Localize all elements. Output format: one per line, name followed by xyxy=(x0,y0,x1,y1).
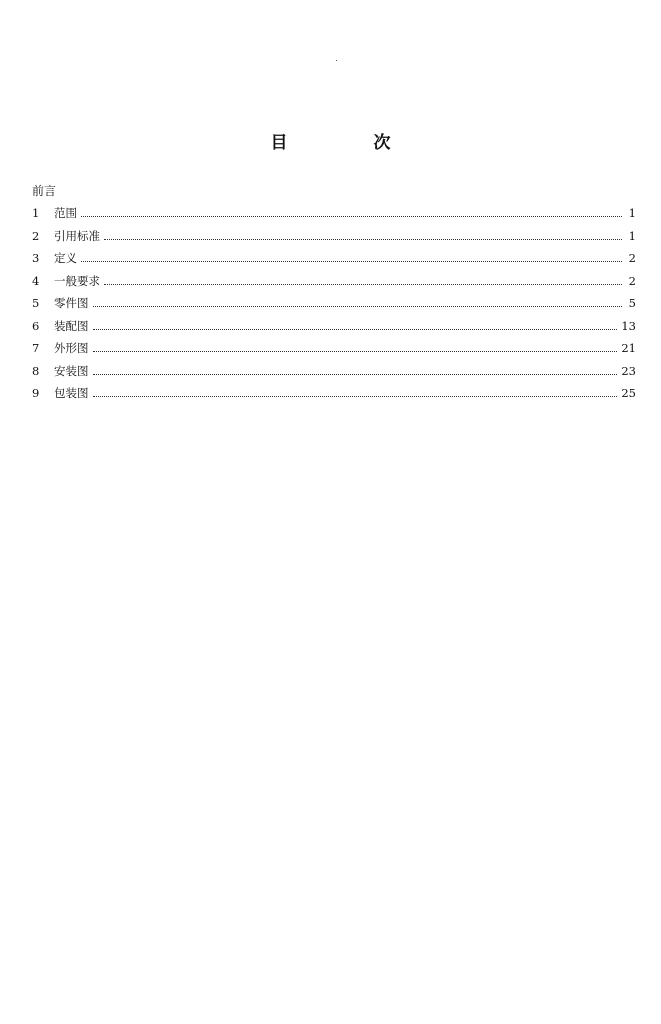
entry-number: 3 xyxy=(32,251,40,265)
toc-entry[interactable] xyxy=(32,337,636,360)
entry-page: 1 xyxy=(628,206,636,220)
dot-leader xyxy=(104,238,622,240)
toc-entry[interactable] xyxy=(32,360,636,383)
entry-page: 23 xyxy=(621,363,636,378)
entry-number: 8 xyxy=(32,363,40,378)
toc-entry[interactable] xyxy=(32,315,636,338)
entry-label: 范围 xyxy=(54,206,77,220)
toc-entry[interactable] xyxy=(32,292,636,315)
toc-entry[interactable] xyxy=(32,270,636,293)
entry-page: 13 xyxy=(621,318,636,333)
entry-page: 5 xyxy=(628,296,636,310)
dot-leader xyxy=(93,328,618,330)
entry-label: 引用标准 xyxy=(54,228,100,243)
entry-label: 包装图 xyxy=(54,386,89,400)
dot-leader xyxy=(81,260,622,262)
scan-speck xyxy=(336,60,337,61)
toc-entry[interactable] xyxy=(32,225,636,248)
entry-label: 一般要求 xyxy=(54,273,100,288)
toc-entry[interactable] xyxy=(32,382,636,405)
entry-label: 零件图 xyxy=(54,296,89,310)
toc-entry[interactable] xyxy=(32,202,636,225)
entry-label: 定义 xyxy=(54,251,77,265)
entry-label: 安装图 xyxy=(54,363,89,378)
entry-page: 2 xyxy=(628,251,636,265)
entry-label: 外形图 xyxy=(54,341,89,355)
toc-entry[interactable] xyxy=(32,247,636,270)
entry-number: 1 xyxy=(32,206,40,220)
dot-leader xyxy=(81,215,622,217)
toc-title: 目 次 xyxy=(270,133,431,153)
dot-leader xyxy=(93,350,618,352)
dot-leader xyxy=(104,283,622,285)
entry-page: 2 xyxy=(628,273,636,288)
dot-leader xyxy=(93,305,623,307)
entry-number: 5 xyxy=(32,296,40,310)
entry-number: 7 xyxy=(32,341,40,355)
dot-leader xyxy=(93,395,618,397)
entry-number: 2 xyxy=(32,228,40,243)
entry-number: 4 xyxy=(32,273,40,288)
entry-number: 9 xyxy=(32,386,40,400)
entry-number: 6 xyxy=(32,318,40,333)
entry-label: 装配图 xyxy=(54,318,89,333)
table-of-contents xyxy=(32,180,636,405)
dot-leader xyxy=(93,373,618,375)
entry-page: 25 xyxy=(621,386,636,400)
entry-page: 21 xyxy=(621,341,636,355)
toc-foreword[interactable]: 前言 xyxy=(32,184,57,198)
entry-page: 1 xyxy=(628,228,636,243)
